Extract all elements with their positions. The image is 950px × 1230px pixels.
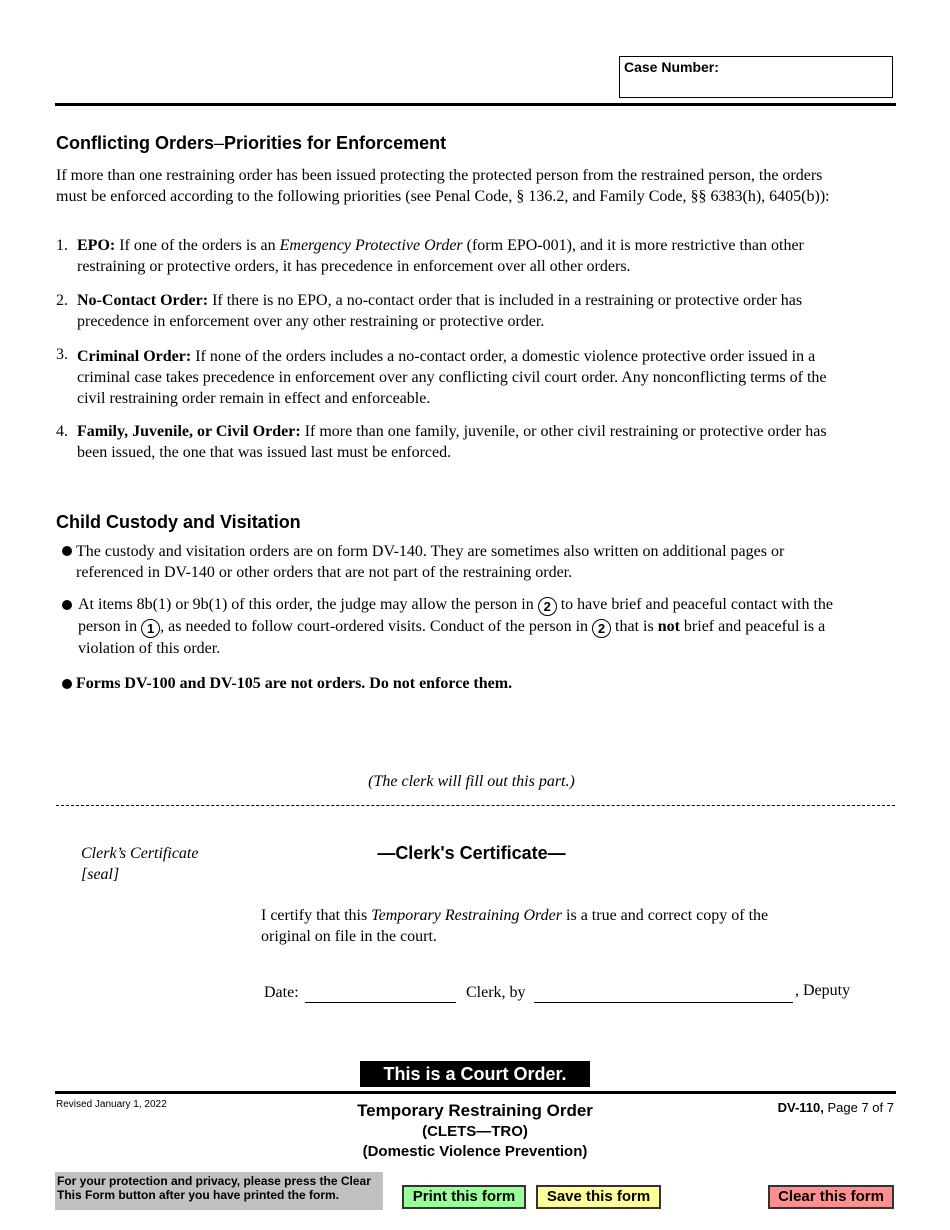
- priority-item-no-contact: 2. No-Contact Order: If there is no EPO, a no-contact order that is included in a restraining or protective order has precedence in enforcement over any other restraining or protective order.: [56, 292, 803, 330]
- clerk-signature-field[interactable]: [534, 1002, 793, 1003]
- item-title: Criminal Order:: [77, 348, 192, 365]
- clerk-certification-text: I certify that this Temporary Restraining Order is a true and correct copy of the original on file in the court.: [261, 907, 769, 945]
- date-field[interactable]: [305, 1002, 456, 1003]
- bullet-icon: [62, 600, 72, 610]
- form-title: Temporary Restraining Order: [357, 1101, 593, 1120]
- form-page-info: [778, 1100, 894, 1115]
- item-title: No-Contact Order:: [77, 292, 209, 309]
- case-number-box[interactable]: [619, 56, 893, 98]
- item-number: 3.: [56, 346, 68, 363]
- deputy-label: , Deputy: [795, 982, 851, 999]
- custody-bullet-3: Forms DV-100 and DV-105 are not orders. Do not enforce them.: [76, 675, 513, 692]
- save-form-button[interactable]: Save this form: [536, 1185, 661, 1209]
- item-title: EPO:: [77, 237, 116, 254]
- priority-item-epo: 1. EPO: If one of the orders is an Emergency Protective Order (form EPO-001), and it is more restrictive than other restraining or protective orders, it has precedence in enforcement over all other orders.: [56, 237, 804, 275]
- print-form-button[interactable]: Print this form: [402, 1185, 526, 1209]
- party-1-circle-icon: 1: [141, 619, 160, 638]
- form-subtitle-clets: (CLETS—TRO): [422, 1123, 528, 1140]
- privacy-notice: For your protection and privacy, please press the Clear This Form button after you have printed the form.: [55, 1172, 383, 1210]
- clerk-note: (The clerk will fill out this part.): [368, 773, 575, 790]
- custody-bullet-2: At items 8b(1) or 9b(1) of this order, the judge may allow the person in 2 to have brief and peaceful contact with the person in 1 , as needed to follow court-ordered visits. Conduct of the person in 2 that is not brief and peaceful is a violation of this order.: [78, 596, 834, 657]
- clerk-by-label: Clerk, by: [466, 984, 526, 1001]
- page-number: Page 7 of 7: [823, 1100, 894, 1115]
- bullet-icon: [62, 679, 72, 689]
- form-subtitle-dv: (Domestic Violence Prevention): [362, 1143, 588, 1160]
- clerk-certificate-title: —Clerk's Certificate—: [377, 843, 566, 863]
- item-number: 2.: [56, 292, 68, 309]
- case-number-label: Case Number:: [624, 59, 719, 75]
- child-custody-heading: Child Custody and Visitation: [56, 512, 301, 532]
- clear-form-button[interactable]: Clear this form: [768, 1185, 894, 1209]
- clerk-seal-area: Clerk’s Certificate [seal]: [81, 845, 199, 883]
- date-label: Date:: [264, 984, 299, 1001]
- revised-date: Revised January 1, 2022: [56, 1099, 167, 1110]
- bullet-icon: [62, 546, 72, 556]
- party-2-circle-icon: 2: [538, 597, 557, 616]
- footer-divider: [55, 1091, 896, 1094]
- party-2-circle-icon: 2: [592, 619, 611, 638]
- header-divider: [55, 103, 896, 106]
- court-order-banner: This is a Court Order.: [360, 1061, 590, 1087]
- form-id: DV-110,: [777, 1100, 824, 1115]
- custody-bullet-1: The custody and visitation orders are on form DV-140. They are sometimes also written on additional pages or referenced in DV-140 or other orders that are not part of the restraining order.: [76, 543, 785, 581]
- item-title: Family, Juvenile, or Civil Order:: [77, 423, 301, 440]
- priority-item-criminal: 3. Criminal Order: If none of the orders includes a no-contact order, a domestic violence protective order issued in a criminal case takes precedence in enforcement over any conflicting civil court order. Any nonconflicting terms of the civil restraining order remain in effect and enforceable.: [56, 346, 827, 407]
- conflicting-intro: If more than one restraining order has been issued protecting the protected person from the restrained person, the orders must be enforced according to the following priorities (see Penal Code, § 136.2, and Family Code, §§ 6383(h), 6405(b)):: [56, 167, 830, 205]
- priority-item-family: 4. Family, Juvenile, or Civil Order: If more than one family, juvenile, or other civil restraining or protective order has been issued, the one that was issued last must be enforced.: [56, 423, 827, 461]
- dashed-divider: [56, 805, 895, 806]
- item-number: 1.: [56, 237, 68, 254]
- conflicting-orders-heading: Conflicting Orders–Priorities for Enforcement: [56, 133, 447, 153]
- item-number: 4.: [56, 423, 68, 440]
